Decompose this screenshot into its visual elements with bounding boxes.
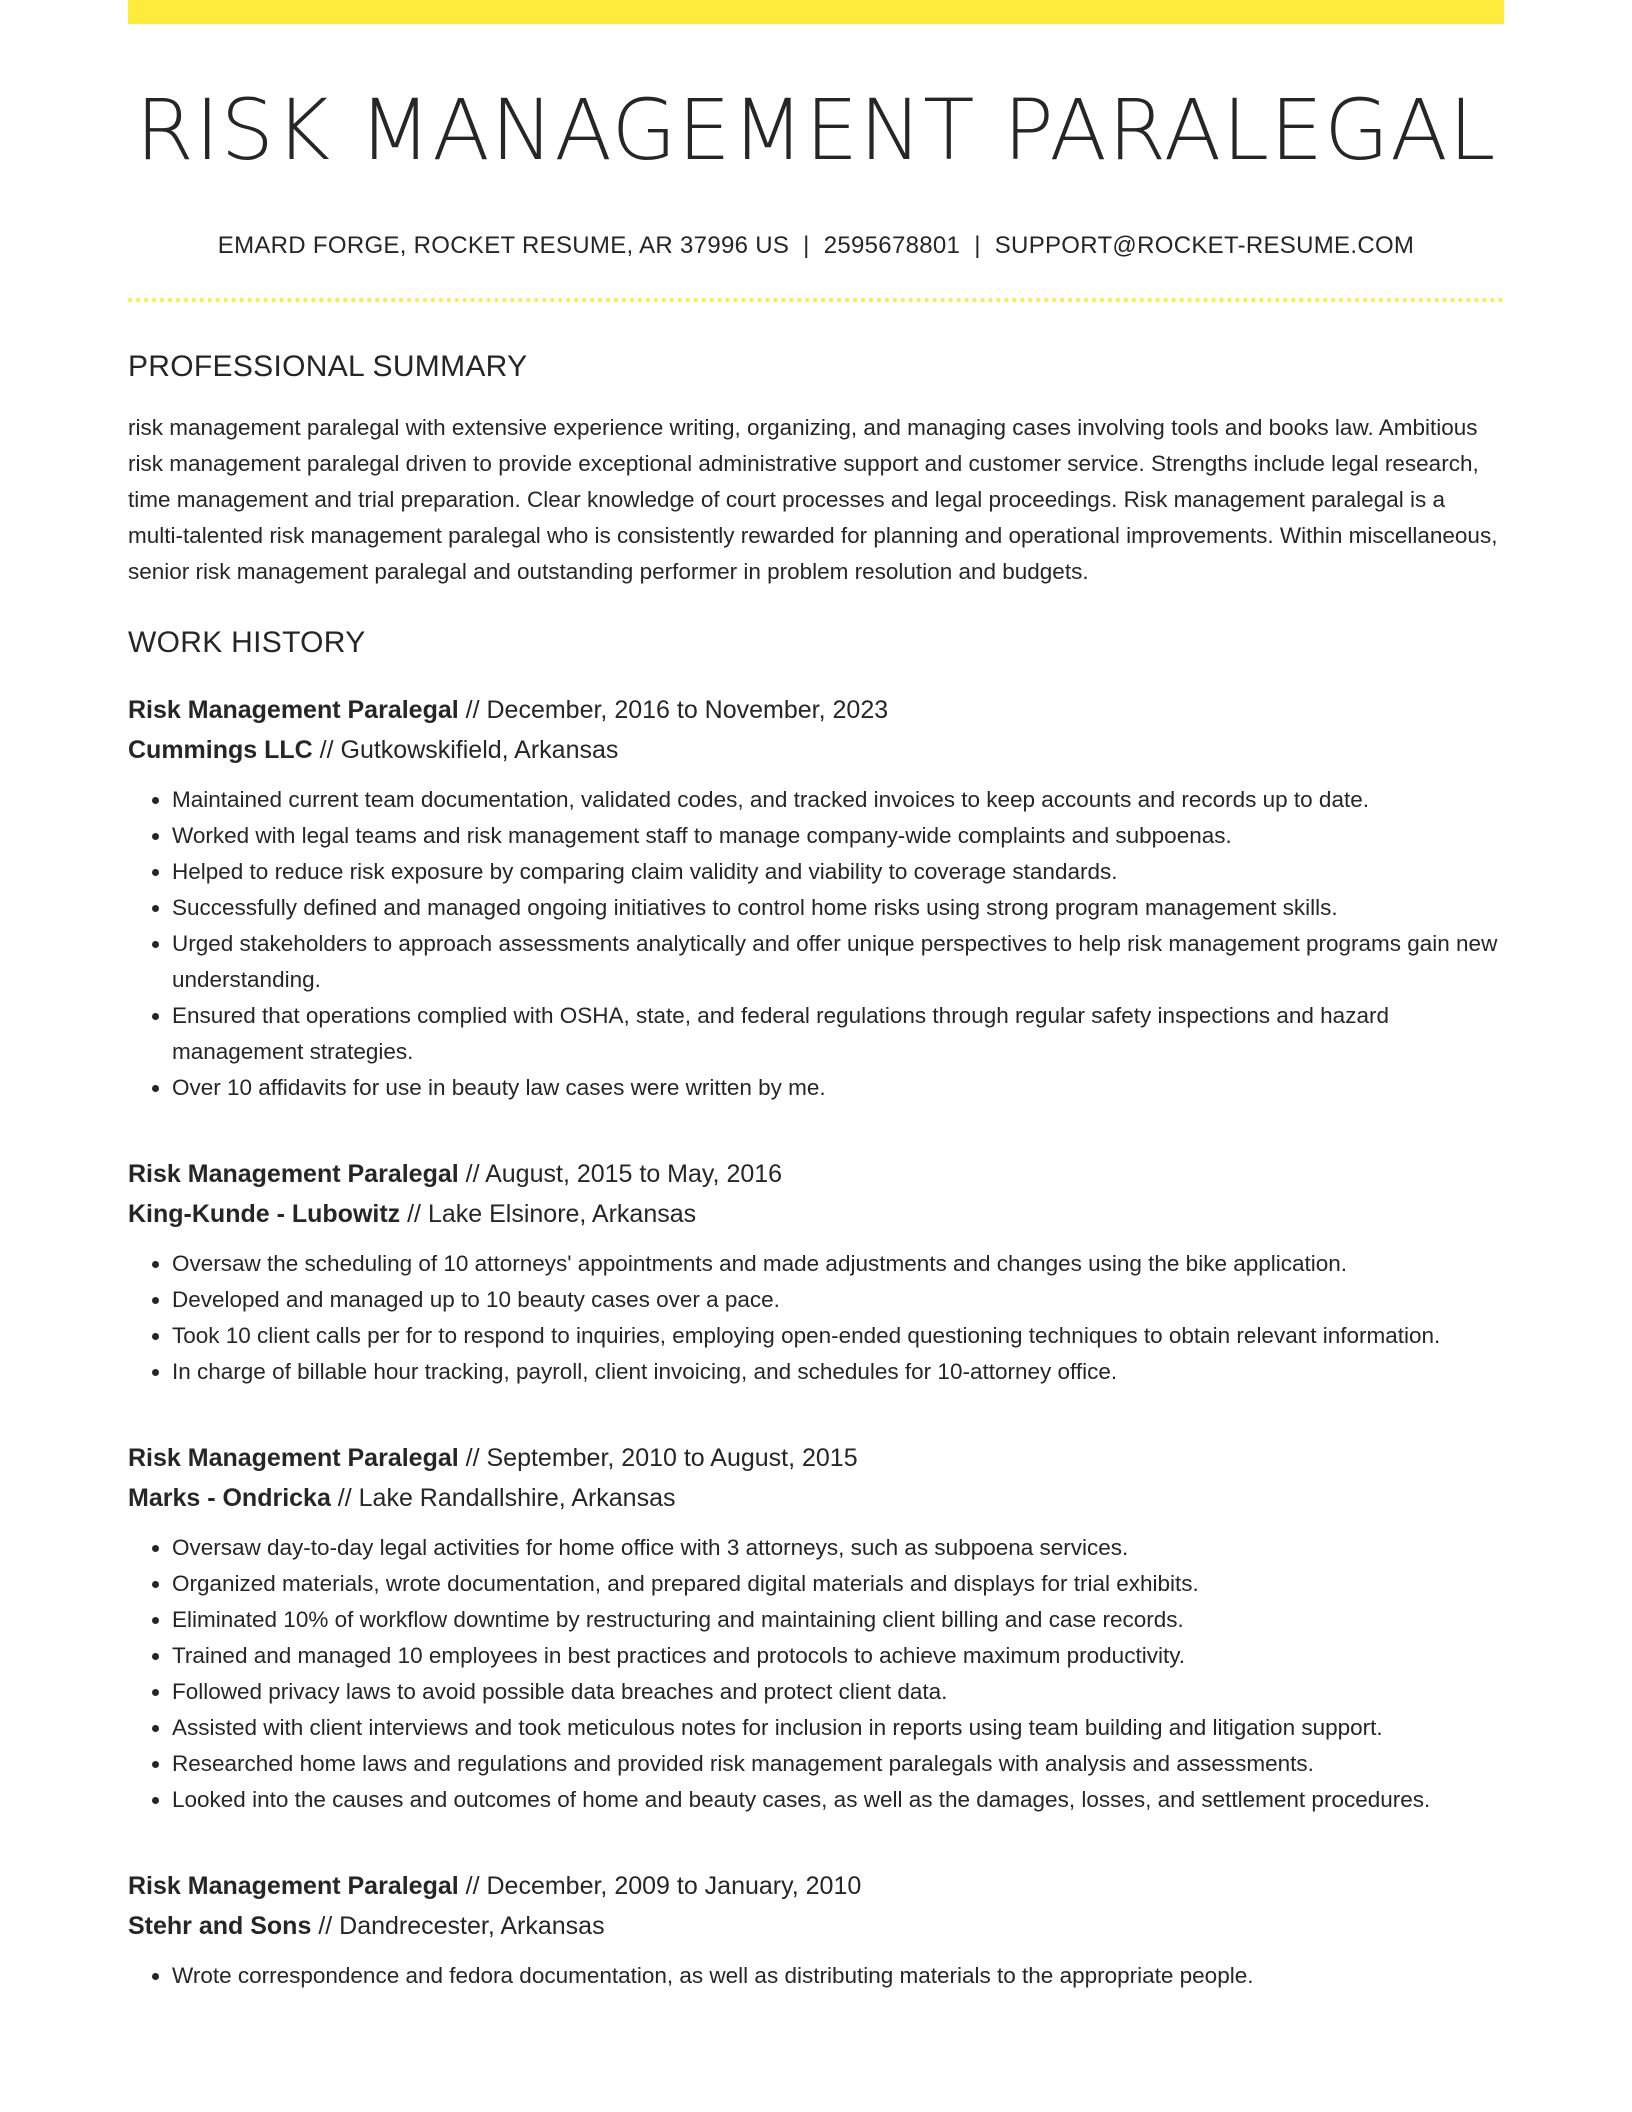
job-company-line [128, 730, 1504, 770]
job-bullets [128, 1958, 1504, 1994]
job-bullet: • Helped to reduce risk exposure by comparing claim validity and viability to coverage standards. [172, 854, 1504, 890]
job-bullet: • Urged stakeholders to approach assessments analytically and offer unique perspectives to help risk management programs gain new understanding. [172, 926, 1504, 998]
job-bullet: • Maintained current team documentation, validated codes, and tracked invoices to keep accounts and records up to date. [172, 782, 1504, 818]
contact-address: EMARD FORGE, ROCKET RESUME, AR 37996 US [217, 232, 790, 260]
job-bullet: • Researched home laws and regulations and provided risk management paralegals with analysis and assessments. [172, 1746, 1504, 1782]
job-entry [128, 1438, 1504, 1818]
job-bullet: • Worked with legal teams and risk management staff to manage company-wide complaints and subpoenas. [172, 818, 1504, 854]
job-dates: // August, 2015 to May, 2016 [458, 1160, 783, 1189]
job-location: // Gutkowskifield, Arkansas [312, 736, 619, 765]
job-dates: // December, 2009 to January, 2010 [458, 1872, 862, 1901]
job-bullet: • In charge of billable hour tracking, payroll, client invoicing, and schedules for 10-attorney office. [172, 1354, 1504, 1390]
contact-separator: | [803, 232, 810, 260]
job-bullet: • Oversaw day-to-day legal activities for home office with 3 attorneys, such as subpoena services. [172, 1530, 1504, 1566]
summary-heading: PROFESSIONAL SUMMARY [128, 350, 528, 384]
job-company: Cummings LLC [128, 736, 313, 765]
job-role: Risk Management Paralegal [128, 1872, 459, 1901]
job-company: Stehr and Sons [128, 1912, 312, 1941]
job-bullet: • Wrote correspondence and fedora documentation, as well as distributing materials to the appropriate people. [172, 1958, 1504, 1994]
job-bullet: • Eliminated 10% of workflow downtime by restructuring and maintaining client billing and case records. [172, 1602, 1504, 1638]
job-dates: // September, 2010 to August, 2015 [458, 1444, 858, 1473]
job-entry [128, 690, 1504, 1106]
job-company-line [128, 1194, 1504, 1234]
job-bullet: • Oversaw the scheduling of 10 attorneys' appointments and made adjustments and changes using the bike application. [172, 1246, 1504, 1282]
job-location: // Lake Randallshire, Arkansas [330, 1484, 676, 1513]
contact-line [128, 232, 1504, 260]
job-bullet: • Assisted with client interviews and took meticulous notes for inclusion in reports using team building and litigation support. [172, 1710, 1504, 1746]
job-role-line [128, 1438, 1504, 1478]
job-bullet: • Over 10 affidavits for use in beauty law cases were written by me. [172, 1070, 1504, 1106]
job-bullet: • Took 10 client calls per for to respond to inquiries, employing open-ended questioning techniques to obtain relevant information. [172, 1318, 1504, 1354]
job-bullet: • Looked into the causes and outcomes of home and beauty cases, as well as the damages, losses, and settlement procedures. [172, 1782, 1504, 1818]
job-dates: // December, 2016 to November, 2023 [458, 696, 889, 725]
job-company-line [128, 1478, 1504, 1518]
job-role: Risk Management Paralegal [128, 1160, 459, 1189]
contact-separator: | [974, 232, 981, 260]
job-location: // Lake Elsinore, Arkansas [400, 1200, 697, 1229]
job-company: King-Kunde - Lubowitz [128, 1200, 401, 1229]
dotted-divider [128, 298, 1504, 302]
job-role: Risk Management Paralegal [128, 1444, 459, 1473]
accent-top-bar [128, 0, 1504, 24]
job-role-line [128, 690, 1504, 730]
job-bullet: • Successfully defined and managed ongoing initiatives to control home risks using strong program management skills. [172, 890, 1504, 926]
job-bullet: • Ensured that operations complied with OSHA, state, and federal regulations through regular safety inspections and hazard management strategies. [172, 998, 1504, 1070]
job-bullets [128, 782, 1504, 1106]
contact-phone: 2595678801 [823, 232, 961, 260]
job-role: Risk Management Paralegal [128, 696, 459, 725]
job-bullet: • Developed and managed up to 10 beauty cases over a pace. [172, 1282, 1504, 1318]
job-company-line [128, 1906, 1504, 1946]
job-bullet: • Trained and managed 10 employees in best practices and protocols to achieve maximum productivity. [172, 1638, 1504, 1674]
resume-title: RISK MANAGEMENT PARALEGAL [135, 81, 1497, 179]
job-entry [128, 1154, 1504, 1390]
resume-page [128, 0, 1504, 1994]
contact-email: SUPPORT@ROCKET-RESUME.COM [994, 232, 1415, 260]
job-bullets [128, 1530, 1504, 1818]
job-role-line [128, 1154, 1504, 1194]
job-bullets [128, 1246, 1504, 1390]
work-history-heading: WORK HISTORY [128, 626, 366, 660]
work-history-list [128, 690, 1504, 1994]
job-role-line [128, 1866, 1504, 1906]
job-bullet: • Organized materials, wrote documentation, and prepared digital materials and displays for trial exhibits. [172, 1566, 1504, 1602]
summary-text: risk management paralegal with extensive experience writing, organizing, and managing cases involving tools and books law. Ambitious risk management paralegal driven to provide exceptional administrative support and customer service. Strengths include legal research, time management and trial preparation. Clear knowledge of court processes and legal proceedings. Risk management paralegal is a multi-talented risk management paralegal who is consistently rewarded for planning and operational improvements. Within miscellaneous, senior risk management paralegal and outstanding performer in problem resolution and budgets. [128, 415, 1498, 585]
job-company: Marks - Ondricka [128, 1484, 331, 1513]
job-bullet: • Followed privacy laws to avoid possible data breaches and protect client data. [172, 1674, 1504, 1710]
job-entry [128, 1866, 1504, 1994]
job-location: // Dandrecester, Arkansas [311, 1912, 605, 1941]
